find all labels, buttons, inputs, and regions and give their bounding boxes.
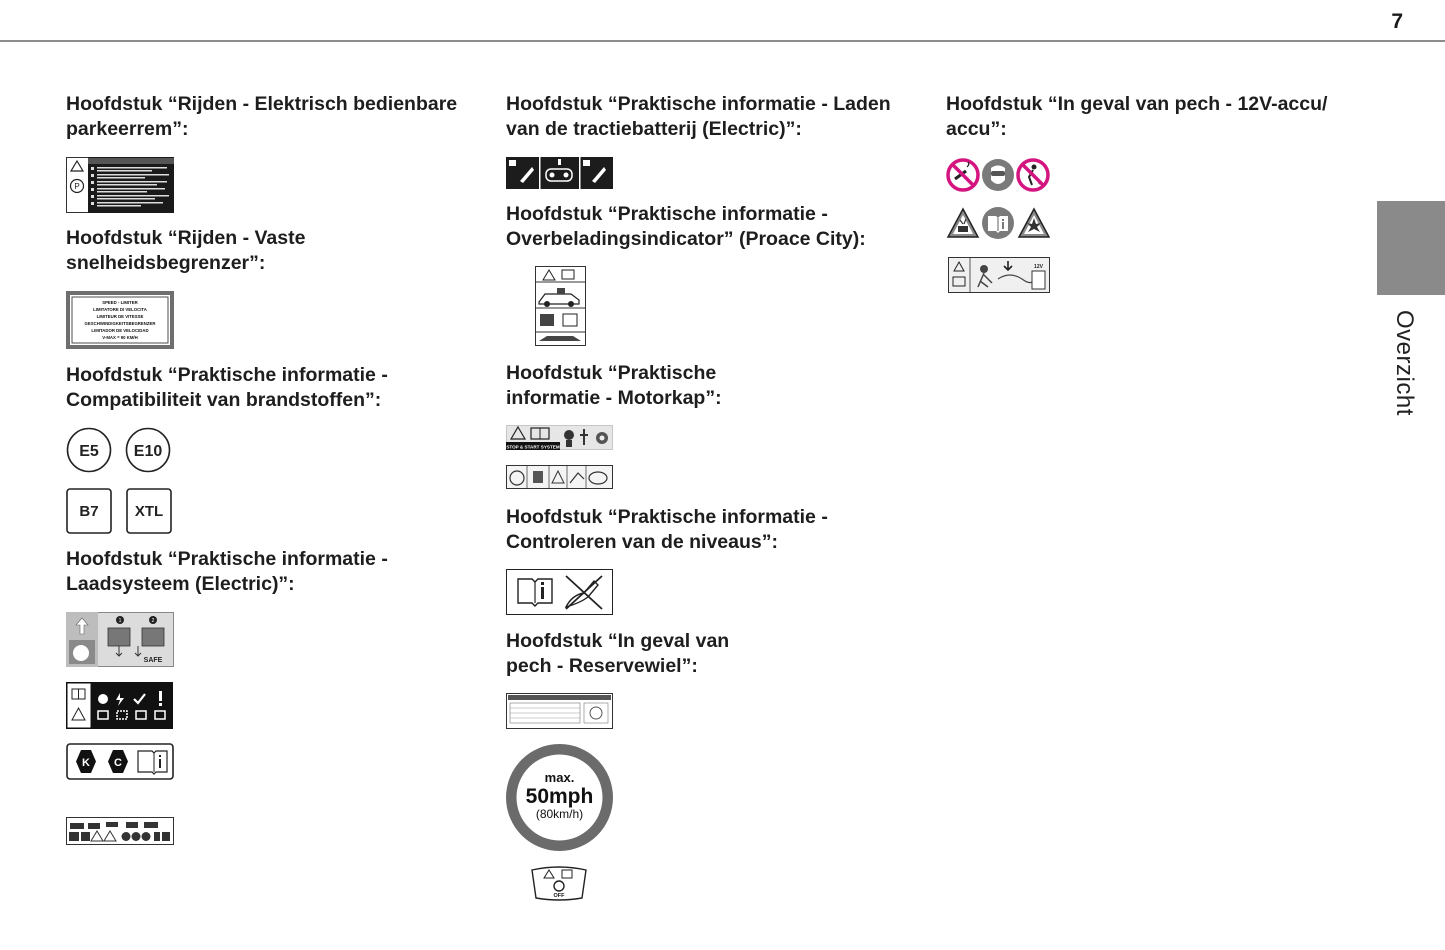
speed-limiter-line-1: SPEED - LIMITER [102, 300, 138, 305]
heading-check-levels: Hoofdstuk “Praktische informatie - Controleren van de niveaus”: [506, 506, 828, 553]
heading-speed-limiter: Hoofdstuk “Rijden - Vaste snelheidsbegrenzer”: [66, 227, 306, 274]
svg-text:OFF: OFF [553, 893, 565, 899]
eye-protection-icon [981, 158, 1015, 192]
hood-safety-strip [506, 465, 613, 489]
heading-12v-battery: Hoofdstuk “In geval van pech - 12V-accu/ accu”: [946, 93, 1328, 140]
heading-hood: Hoofdstuk “Praktische informatie - Motorkap”: [506, 362, 722, 409]
overload-indicator-label [535, 266, 586, 346]
speed-limiter-line-4: GESCHWINDIGKEITSBEGRENZER [84, 321, 156, 326]
traction-charging-label [506, 157, 613, 189]
svg-text:2: 2 [151, 618, 155, 624]
speed-limiter-line-6: V-MAX = 90 KM/H [102, 335, 138, 340]
heading-spare-wheel: Hoofdstuk “In geval van pech - Reservewiel”: [506, 630, 730, 677]
kc-manual-label [66, 743, 174, 780]
no-smoking-icon [946, 158, 980, 192]
speed-limiter-line-3: LIMITEUR DE VITESSE [96, 314, 144, 319]
battery-jump-label [948, 257, 1050, 293]
system-off-button-label [529, 866, 589, 902]
speed-restriction-sign [505, 743, 614, 852]
heading-charging-system: Hoofdstuk “Praktische informatie - Laadsysteem (Electric)”: [66, 548, 388, 595]
explosion-warning-icon [1017, 207, 1051, 239]
read-manual-icon [981, 206, 1015, 240]
fuel-xtl-icon [126, 488, 172, 534]
svg-text:SAFE: SAFE [143, 657, 163, 664]
tyre-pressure-label [506, 693, 613, 729]
parking-brake-label [66, 157, 174, 213]
keep-children-away-icon [1016, 158, 1050, 192]
svg-text:(80km/h): (80km/h) [535, 807, 584, 821]
charge-status-label [66, 682, 173, 729]
svg-text:C: C [114, 757, 122, 769]
side-tab-label: Overzicht [1391, 310, 1418, 416]
svg-text:P: P [74, 182, 80, 191]
heading-fuel-compatibility: Hoofdstuk “Praktische informatie - Compatibiliteit van brandstoffen”: [66, 364, 388, 411]
fuel-e5-icon [66, 427, 112, 473]
svg-text:E10: E10 [133, 443, 163, 460]
svg-text:50mph: 50mph [525, 785, 594, 808]
fuel-b7-icon [66, 488, 112, 534]
corrosive-warning-icon [946, 207, 980, 239]
battery-warnings-strip [66, 817, 174, 845]
check-levels-label [506, 569, 613, 615]
fuel-e10-icon [125, 427, 171, 473]
page-number: 7 [1391, 10, 1403, 33]
charging-procedure-label [66, 612, 174, 667]
svg-text:B7: B7 [79, 503, 99, 520]
top-rule [0, 40, 1445, 42]
side-tab[interactable] [1377, 201, 1445, 295]
heading-overload-indicator: Hoofdstuk “Praktische informatie - Overbeladingsindicator” (Proace City): [506, 203, 866, 250]
svg-text:STOP & START SYSTEM: STOP & START SYSTEM [506, 444, 560, 450]
svg-text:K: K [82, 757, 90, 769]
speed-limiter-line-2: LIMITATORE DI VELOCITA [93, 307, 147, 312]
speed-limiter-line-5: LIMITADOR DE VELOCIDAD [91, 328, 149, 333]
speed-limiter-label [66, 291, 174, 349]
heading-electric-parking-brake: Hoofdstuk “Rijden - Elektrisch bedienbare parkeerrem”: [66, 93, 458, 140]
svg-text:E5: E5 [79, 443, 99, 460]
svg-text:XTL: XTL [134, 503, 164, 520]
stop-start-hood-label [506, 425, 613, 450]
svg-text:max.: max. [544, 770, 575, 785]
svg-text:1: 1 [118, 618, 122, 624]
svg-text:12V: 12V [1034, 264, 1043, 270]
heading-traction-battery-charging: Hoofdstuk “Praktische informatie - Laden van de tractiebatterij (Electric)”: [506, 93, 891, 140]
